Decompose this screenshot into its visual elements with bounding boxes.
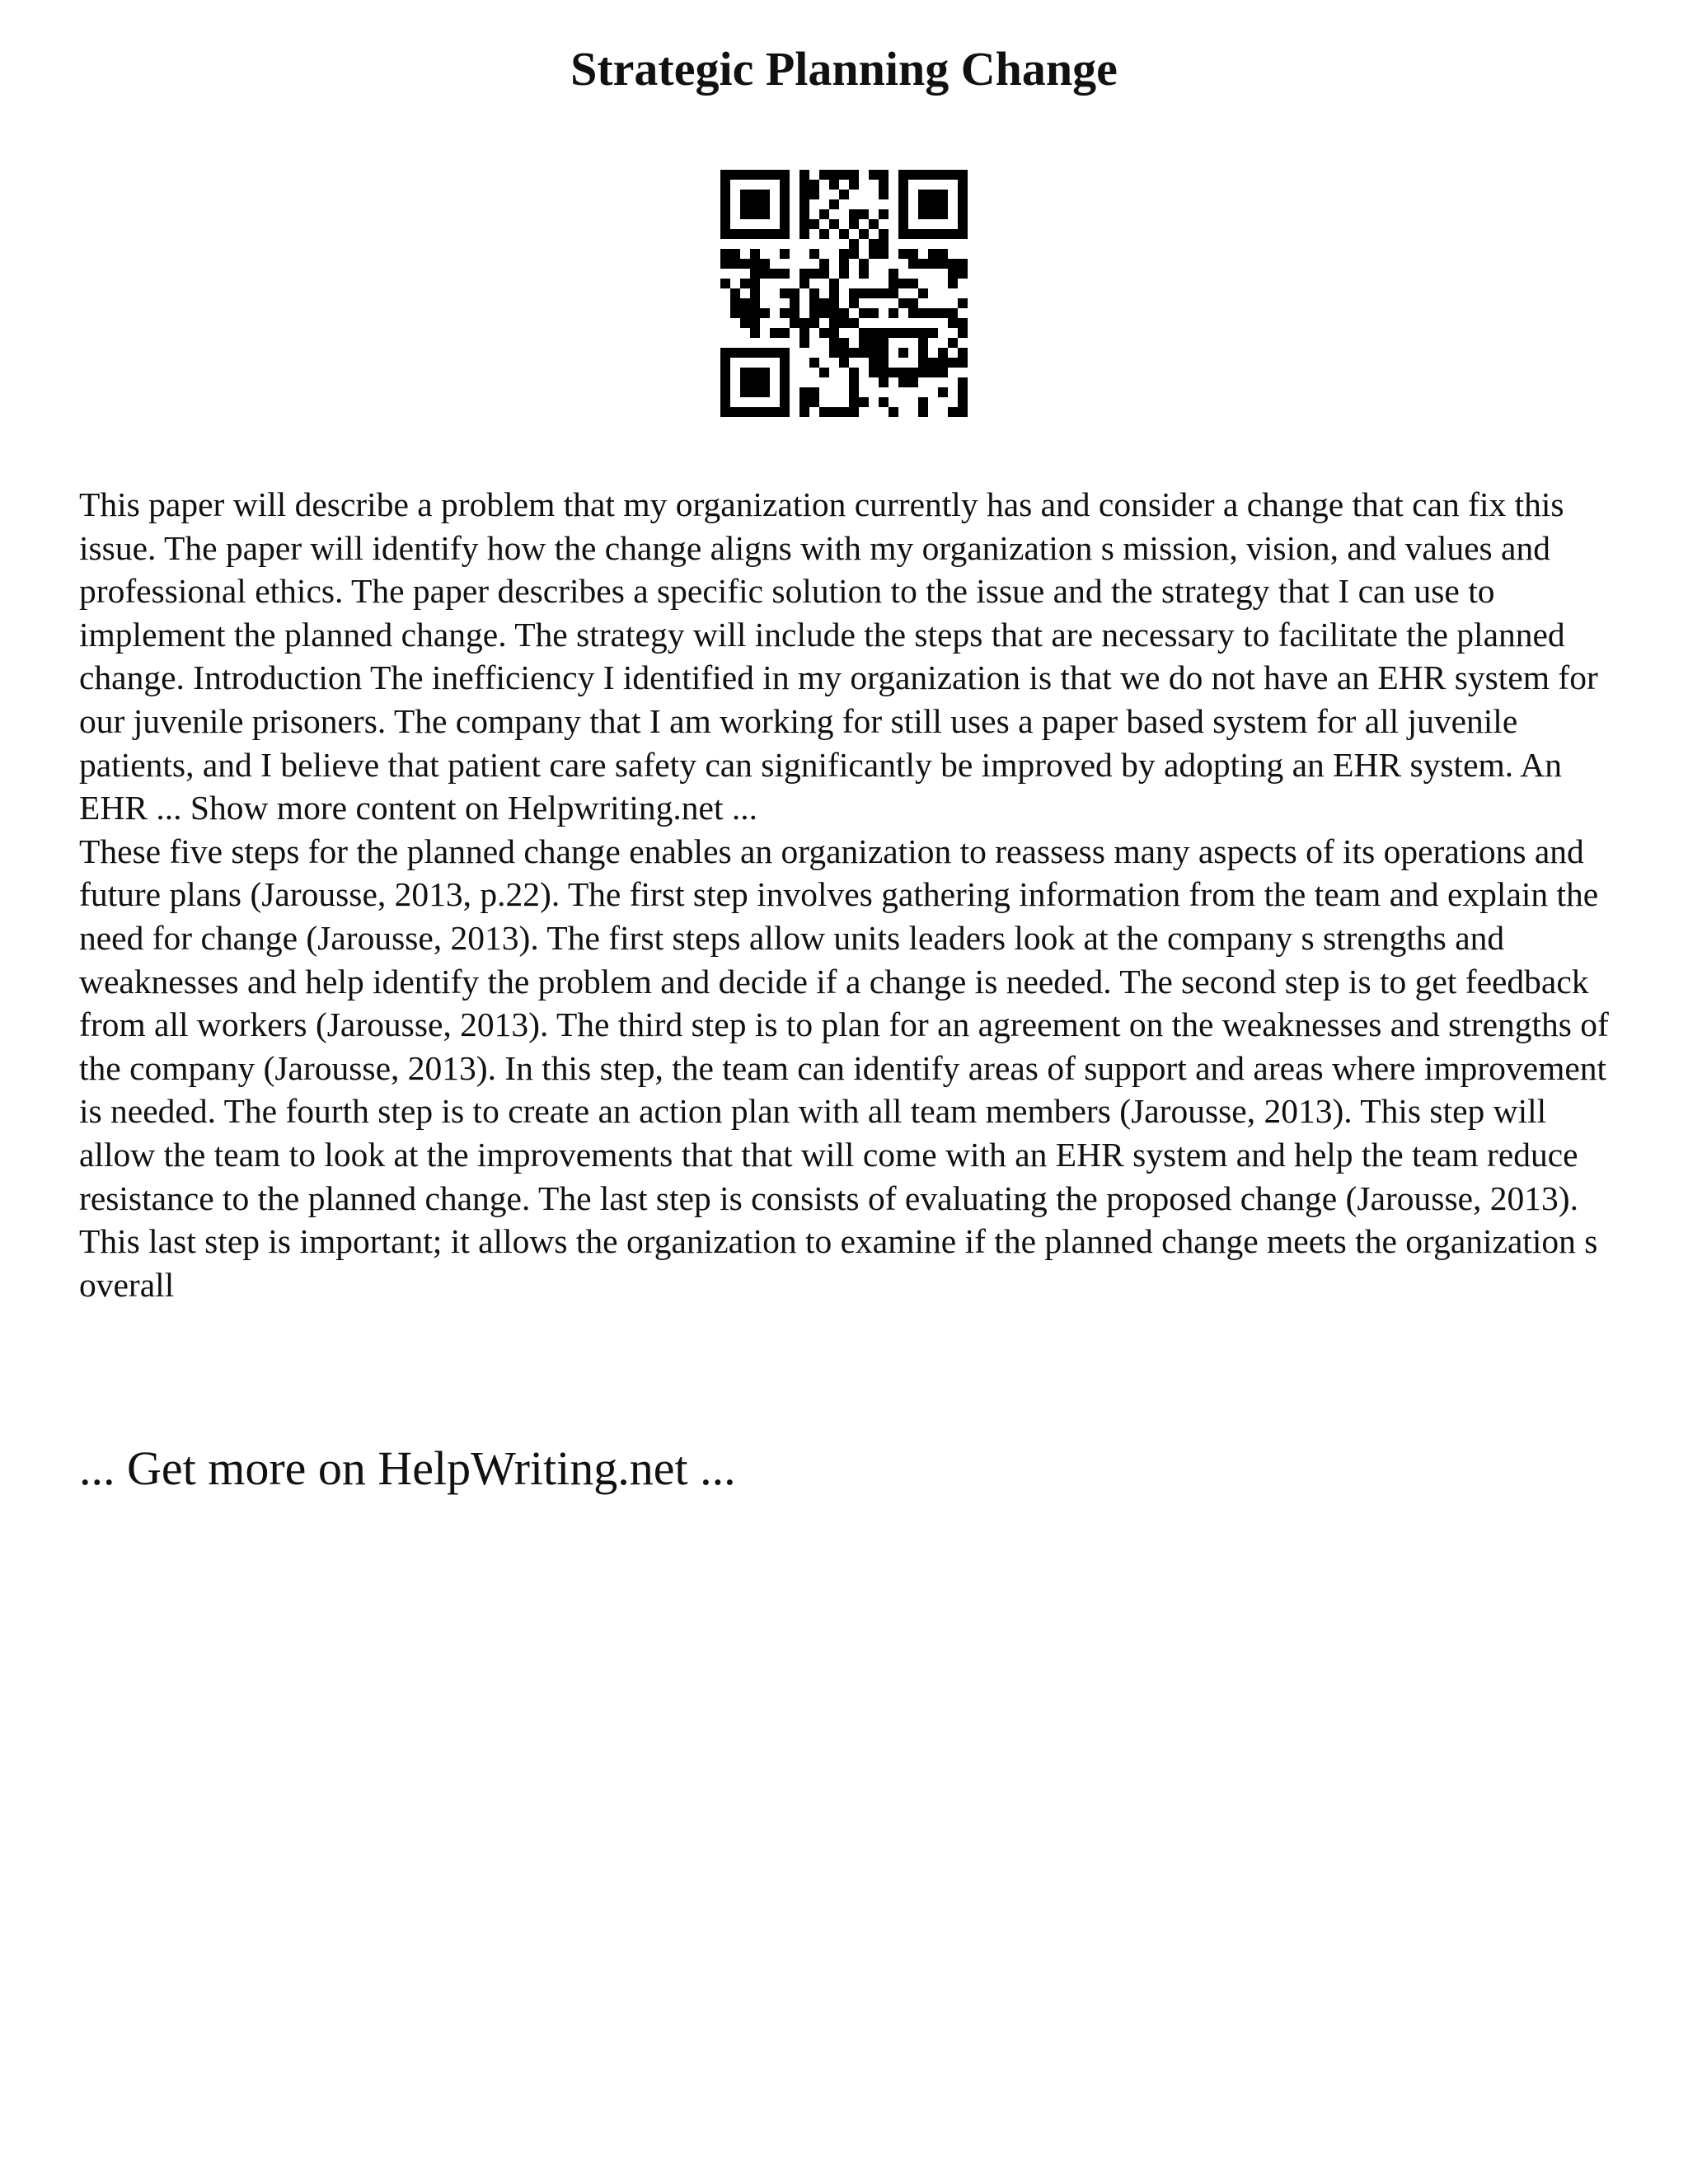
- paragraph-steps: These five steps for the planned change enables an organization to reassess many aspects of its operations and future plans (Jarousse, 2013, p.22). The first step involves gathering information from the team and explain the need for change (Jarousse, 2013). The first steps allow units leaders look at the company s strengths and weaknesses and help identify the problem and decide if a change is needed. The second step is to get feedback from all workers (Jarousse, 2013). The third step is to plan for an agreement on the weaknesses and strengths of the company (Jarousse, 2013). In this step, the team can identify areas of support and areas where improvement is needed. The fourth step is to create an action plan with all team members (Jarousse, 2013). This step will allow the team to look at the improvements that that will come with an EHR system and help the team reduce resistance to the planned change. The last step is consists of evaluating the proposed change (Jarousse, 2013). This last step is important; it allows the organization to examine if the planned change meets the organization s overall: [79, 832, 1609, 1304]
- get-more-link[interactable]: ... Get more on HelpWriting.net ...: [79, 1441, 736, 1495]
- page-title: Strategic Planning Change: [570, 42, 1118, 96]
- paragraph-intro: This paper will describe a problem that my organization currently has and consider a change that can fix this issue. The paper will identify how the change aligns with my organization s mission, vision, and values and professional ethics. The paper describes a specific solution to the issue and the strategy that I can use to implement the planned change. The strategy will include the steps that are necessary to facilitate the planned change. Introduction The inefficiency I identified in my organization is that we do not have an EHR system for our juvenile prisoners. The company that I am working for still uses a paper based system for all juvenile patients, and I believe that patient care safety can significantly be improved by adopting an EHR system. An EHR ... Show more content on Helpwriting.net ...: [79, 485, 1598, 827]
- document-body: [79, 483, 1629, 1306]
- qr-code-icon: [720, 170, 968, 417]
